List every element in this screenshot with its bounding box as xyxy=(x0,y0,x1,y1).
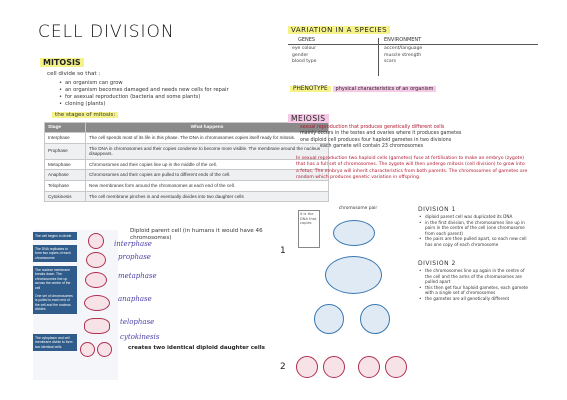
environment-heading: ENVIRONMENT xyxy=(384,37,422,43)
meiosis-summary xyxy=(300,125,530,151)
phase-label: telophase xyxy=(120,318,155,326)
cell-illustration xyxy=(360,304,390,334)
table-row: Interphase The cell spends most of its life in this phase. The DNA in chromosomes copies itself ready for mitosis. xyxy=(45,133,329,144)
division1-heading: DIVISION 1 xyxy=(418,206,456,213)
stages-table xyxy=(44,122,329,202)
phenotype-label: PHENOTYPE xyxy=(290,86,331,92)
cell-illustration xyxy=(86,252,106,268)
list-item: • the pairs are then pulled apart, so each new cell has one copy of each chromosome xyxy=(425,236,528,247)
list-item: • diploid parent cell was duplicated its DNA xyxy=(425,214,528,220)
list-item: • cloning (plants) xyxy=(65,101,316,108)
cell-illustration xyxy=(84,318,110,334)
list-item: • the chromosomes line up again in the centre of the cell and the arms of the chromosomes are pulled apart xyxy=(425,268,528,285)
division1-list xyxy=(416,214,528,248)
phase-label: cytokinesis xyxy=(120,333,160,341)
phase-label: prophase xyxy=(118,253,151,261)
variation-heading: VARIATION IN A SPECIES xyxy=(288,26,390,34)
list-item: one diploid cell produces four haploid gametes in two divisions xyxy=(300,137,452,143)
phase-label: metaphase xyxy=(118,272,157,280)
list-item: • in the first division, the chromosomes line up in pairs in the centre of the cell (one chromosome from each parent) xyxy=(425,220,528,237)
diagram-box: The cytoplasm and cell membrane divide to form two identical cells xyxy=(33,334,77,351)
cell-illustration xyxy=(323,356,345,378)
cell-illustration xyxy=(333,220,375,246)
cell-illustration xyxy=(325,256,382,294)
meiosis-heading: MEIOSIS xyxy=(288,114,329,123)
variation-table xyxy=(288,38,538,76)
meiosis-paragraph: In sexual reproduction two haploid cells (gametes) fuse at fertilisation to make an embryo (zygote) that has a full set of chromosomes. The zygote will then undergo mitosis (cell division) to grow into a fetus. The embryo will inherit characteristics from both parents. The chromosomes of gametes are random which produces genetic variation in offspring. xyxy=(296,156,528,181)
phenotype-line xyxy=(290,86,436,92)
cell-illustration xyxy=(88,233,104,249)
chromosome-pair-label: chromosome pair xyxy=(338,206,378,211)
diagram-box: The nuclear membrane breaks down. The chromosomes line up across the centre of the cell xyxy=(33,266,77,292)
cell-illustration xyxy=(97,342,112,357)
table-row: Prophase The DNA in chromosomes and their copies condense to become more visible. The membrane around the nucleus disappears. xyxy=(45,143,329,159)
table-row: Cytokinesis The cell membrane pinches in and eventually divides into two daughter cells xyxy=(45,191,329,202)
environment-list xyxy=(384,46,422,66)
diagram-note: Diploid parent cell (in humans it would have 46 chromosomes) xyxy=(130,228,263,241)
list-item: accent/language xyxy=(384,46,423,51)
cell-illustration xyxy=(80,342,95,357)
table-header: What happens xyxy=(86,123,329,133)
division-number: 2 xyxy=(280,362,286,372)
list-item: each gamete will contain 23 chromosomes xyxy=(320,144,424,150)
list-item: • this then get four haploid gametes, each gamete with a single set of chromosomes xyxy=(425,285,528,296)
list-item: gender xyxy=(292,52,309,58)
list-item: eye colour xyxy=(292,46,317,51)
list-item: sexual reproduction that produces genetically different cells xyxy=(300,125,445,130)
cell-illustration xyxy=(84,295,110,311)
table-header: Stage xyxy=(45,123,86,133)
list-item: • an organism becomes damaged and needs new cells for repair xyxy=(65,87,316,94)
diagram-box: The cell begins to divide xyxy=(33,232,77,240)
divider xyxy=(288,44,538,45)
table-row: Metophase Chromosomes and their copies line up in the middle of the cell. xyxy=(45,159,329,170)
list-item: blood type xyxy=(292,59,317,65)
cell-illustration xyxy=(385,356,407,378)
page-title: CELL DIVISION xyxy=(38,22,175,42)
phase-label: anaphase xyxy=(118,295,152,303)
division2-heading: DIVISION 2 xyxy=(418,260,456,267)
cell-illustration xyxy=(296,356,318,378)
list-item: mainly occurs in the testes and ovaries where it produces gametes xyxy=(300,131,462,137)
mitosis-heading: MITOSIS xyxy=(40,58,84,67)
division2-list xyxy=(416,268,528,302)
list-item: muscle strength xyxy=(384,52,422,58)
stages-heading: the stages of mitosis: xyxy=(52,112,118,118)
list-item: scars xyxy=(384,59,397,65)
phase-label: interphase xyxy=(114,240,152,248)
side-note: it is the DNA that copies xyxy=(298,210,320,248)
diagram-box: The DNA replicates to form two copies of each chromosome xyxy=(33,245,77,262)
phenotype-definition: physical characteristics of an organism xyxy=(333,86,437,92)
list-item: • the gametes are all genetically different xyxy=(425,296,528,302)
cell-divide-intro: cell divide so that : xyxy=(47,71,101,77)
list-item: • for asexual reproduction (bacteria and some plants) xyxy=(65,94,316,101)
genes-list xyxy=(292,46,316,66)
genes-heading: GENES xyxy=(298,37,316,43)
division-number: 1 xyxy=(280,246,286,256)
cell-illustration xyxy=(358,356,380,378)
table-row: Anaphase Chromosomes and their copies are pulled to different ends of the cell. xyxy=(45,170,329,181)
cell-illustration xyxy=(85,272,107,288)
diagram-box: One set of chromosomes is pulled to each end of the cell and the nucleus divides xyxy=(33,292,77,314)
reasons-list xyxy=(56,80,316,108)
cell-illustration xyxy=(314,304,344,334)
diagram-result: creates two identical diploid daughter cells xyxy=(128,345,266,351)
table-row: Telophase New membranes form around the chromosomes at each end of the cell. xyxy=(45,180,329,191)
list-item: • an organism can grow xyxy=(65,80,316,87)
